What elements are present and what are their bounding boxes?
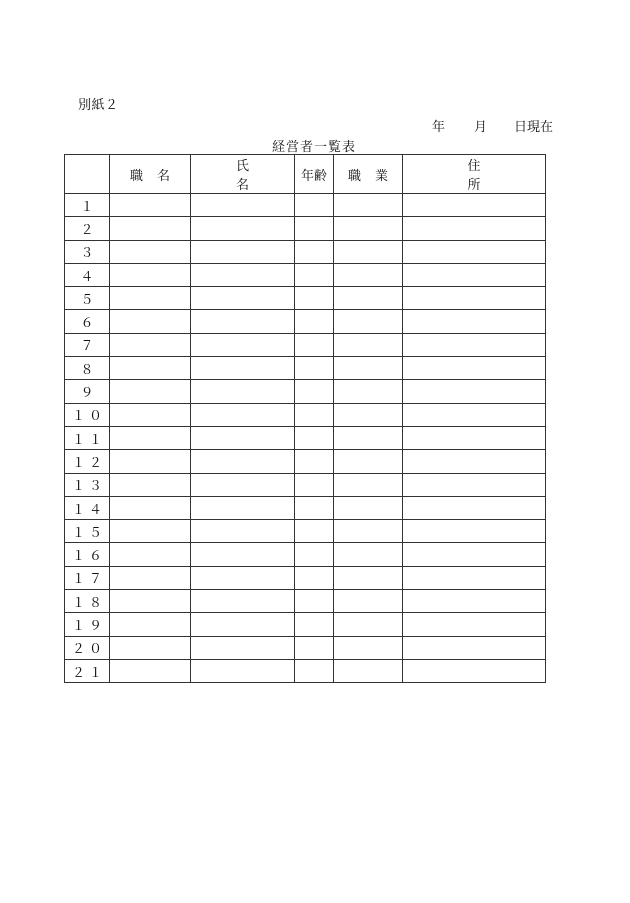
- date-day-label: 日現在: [514, 120, 554, 135]
- table-row: [65, 450, 546, 473]
- position-cell[interactable]: [110, 496, 191, 519]
- row-number: ９: [65, 380, 110, 403]
- document-title: [0, 136, 630, 155]
- table-row: [65, 357, 546, 380]
- row-number: １７: [65, 566, 110, 589]
- position-cell[interactable]: [110, 659, 191, 682]
- position-cell[interactable]: [110, 613, 191, 636]
- table-row: [65, 333, 546, 356]
- name-cell[interactable]: [191, 450, 295, 473]
- name-cell[interactable]: [191, 566, 295, 589]
- position-cell[interactable]: [110, 636, 191, 659]
- name-cell[interactable]: [191, 357, 295, 380]
- header-address: 住所: [403, 155, 546, 194]
- age-cell[interactable]: [295, 403, 334, 426]
- occupation-cell[interactable]: [334, 310, 403, 333]
- table-row: [65, 194, 546, 217]
- row-number: １: [65, 194, 110, 217]
- address-cell[interactable]: [403, 590, 546, 613]
- row-number: １９: [65, 613, 110, 636]
- row-number: ７: [65, 333, 110, 356]
- header-row: [65, 155, 546, 194]
- row-number: １２: [65, 450, 110, 473]
- occupation-cell[interactable]: [334, 636, 403, 659]
- address-cell[interactable]: [403, 287, 546, 310]
- address-cell[interactable]: [403, 613, 546, 636]
- row-number: １０: [65, 403, 110, 426]
- occupation-cell[interactable]: [334, 357, 403, 380]
- table-row: [65, 263, 546, 286]
- table-row: [65, 636, 546, 659]
- age-cell[interactable]: [295, 520, 334, 543]
- address-cell[interactable]: [403, 543, 546, 566]
- row-number: ２０: [65, 636, 110, 659]
- age-cell[interactable]: [295, 613, 334, 636]
- position-cell[interactable]: [110, 333, 191, 356]
- age-cell[interactable]: [295, 287, 334, 310]
- address-cell[interactable]: [403, 380, 546, 403]
- name-cell[interactable]: [191, 403, 295, 426]
- attachment-label: 別紙２: [78, 98, 119, 113]
- table-row: [65, 613, 546, 636]
- header-row-number: [65, 155, 110, 194]
- occupation-cell[interactable]: [334, 613, 403, 636]
- row-number: １８: [65, 590, 110, 613]
- address-cell[interactable]: [403, 566, 546, 589]
- address-cell[interactable]: [403, 496, 546, 519]
- row-number: １５: [65, 520, 110, 543]
- name-cell[interactable]: [191, 590, 295, 613]
- table-header: [65, 155, 546, 194]
- occupation-cell[interactable]: [334, 520, 403, 543]
- table-row: [65, 240, 546, 263]
- table-row: [65, 473, 546, 496]
- name-cell[interactable]: [191, 194, 295, 217]
- address-cell[interactable]: [403, 520, 546, 543]
- address-cell[interactable]: [403, 263, 546, 286]
- name-cell[interactable]: [191, 217, 295, 240]
- position-cell[interactable]: [110, 217, 191, 240]
- age-cell[interactable]: [295, 194, 334, 217]
- row-number: １４: [65, 496, 110, 519]
- address-cell[interactable]: [403, 473, 546, 496]
- name-cell[interactable]: [191, 659, 295, 682]
- age-cell[interactable]: [295, 333, 334, 356]
- row-number: １１: [65, 426, 110, 449]
- document-title-text: 経営者一覧表: [271, 140, 356, 155]
- row-number: ２１: [65, 659, 110, 682]
- age-cell[interactable]: [295, 240, 334, 263]
- address-cell[interactable]: [403, 636, 546, 659]
- occupation-cell[interactable]: [334, 543, 403, 566]
- address-cell[interactable]: [403, 240, 546, 263]
- header-age: 年齢: [295, 155, 334, 194]
- position-cell[interactable]: [110, 287, 191, 310]
- age-cell[interactable]: [295, 217, 334, 240]
- position-cell[interactable]: [110, 590, 191, 613]
- header-occupation: 職業: [334, 155, 403, 194]
- age-cell[interactable]: [295, 659, 334, 682]
- name-cell[interactable]: [191, 240, 295, 263]
- position-cell[interactable]: [110, 543, 191, 566]
- row-number: １３: [65, 473, 110, 496]
- position-cell[interactable]: [110, 473, 191, 496]
- address-cell[interactable]: [403, 217, 546, 240]
- age-cell[interactable]: [295, 263, 334, 286]
- manager-list-table: [64, 154, 546, 683]
- occupation-cell[interactable]: [334, 426, 403, 449]
- address-cell[interactable]: [403, 194, 546, 217]
- row-number: ２: [65, 217, 110, 240]
- position-cell[interactable]: [110, 357, 191, 380]
- name-cell[interactable]: [191, 380, 295, 403]
- occupation-cell[interactable]: [334, 240, 403, 263]
- name-cell[interactable]: [191, 333, 295, 356]
- table-row: [65, 380, 546, 403]
- name-cell[interactable]: [191, 473, 295, 496]
- name-cell[interactable]: [191, 543, 295, 566]
- age-cell[interactable]: [295, 590, 334, 613]
- occupation-cell[interactable]: [334, 590, 403, 613]
- row-number: ５: [65, 287, 110, 310]
- position-cell[interactable]: [110, 263, 191, 286]
- position-cell[interactable]: [110, 380, 191, 403]
- row-number: １６: [65, 543, 110, 566]
- address-cell[interactable]: [403, 426, 546, 449]
- position-cell[interactable]: [110, 450, 191, 473]
- row-number: ４: [65, 263, 110, 286]
- name-cell[interactable]: [191, 636, 295, 659]
- row-number: ３: [65, 240, 110, 263]
- table-row: [65, 520, 546, 543]
- occupation-cell[interactable]: [334, 217, 403, 240]
- age-cell[interactable]: [295, 310, 334, 333]
- occupation-cell[interactable]: [334, 659, 403, 682]
- position-cell[interactable]: [110, 426, 191, 449]
- address-cell[interactable]: [403, 450, 546, 473]
- occupation-cell[interactable]: [334, 566, 403, 589]
- table-body: [65, 194, 546, 683]
- table-row: [65, 403, 546, 426]
- age-cell[interactable]: [295, 357, 334, 380]
- occupation-cell[interactable]: [334, 473, 403, 496]
- age-cell[interactable]: [295, 473, 334, 496]
- name-cell[interactable]: [191, 287, 295, 310]
- position-cell[interactable]: [110, 240, 191, 263]
- table-row: [65, 496, 546, 519]
- date-year-label: 年: [432, 120, 446, 135]
- row-number: ８: [65, 357, 110, 380]
- age-cell[interactable]: [295, 636, 334, 659]
- occupation-cell[interactable]: [334, 450, 403, 473]
- occupation-cell[interactable]: [334, 263, 403, 286]
- occupation-cell[interactable]: [334, 380, 403, 403]
- table-row: [65, 287, 546, 310]
- age-cell[interactable]: [295, 450, 334, 473]
- age-cell[interactable]: [295, 496, 334, 519]
- name-cell[interactable]: [191, 613, 295, 636]
- position-cell[interactable]: [110, 310, 191, 333]
- occupation-cell[interactable]: [334, 194, 403, 217]
- position-cell[interactable]: [110, 520, 191, 543]
- name-cell[interactable]: [191, 263, 295, 286]
- position-cell[interactable]: [110, 566, 191, 589]
- row-number: ６: [65, 310, 110, 333]
- header-position: 職名: [110, 155, 191, 194]
- position-cell[interactable]: [110, 403, 191, 426]
- table-row: [65, 590, 546, 613]
- table-row: [65, 426, 546, 449]
- table-row: [65, 566, 546, 589]
- occupation-cell[interactable]: [334, 496, 403, 519]
- name-cell[interactable]: [191, 520, 295, 543]
- address-cell[interactable]: [403, 333, 546, 356]
- age-cell[interactable]: [295, 426, 334, 449]
- header-name: 氏名: [191, 155, 295, 194]
- table-row: [65, 659, 546, 682]
- age-cell[interactable]: [295, 543, 334, 566]
- occupation-cell[interactable]: [334, 287, 403, 310]
- occupation-cell[interactable]: [334, 403, 403, 426]
- name-cell[interactable]: [191, 426, 295, 449]
- address-cell[interactable]: [403, 403, 546, 426]
- age-cell[interactable]: [295, 566, 334, 589]
- address-cell[interactable]: [403, 357, 546, 380]
- table-row: [65, 217, 546, 240]
- age-cell[interactable]: [295, 380, 334, 403]
- name-cell[interactable]: [191, 310, 295, 333]
- table-row: [65, 543, 546, 566]
- table-row: [65, 310, 546, 333]
- address-cell[interactable]: [403, 659, 546, 682]
- address-cell[interactable]: [403, 310, 546, 333]
- date-month-label: 月: [474, 120, 488, 135]
- occupation-cell[interactable]: [334, 333, 403, 356]
- position-cell[interactable]: [110, 194, 191, 217]
- name-cell[interactable]: [191, 496, 295, 519]
